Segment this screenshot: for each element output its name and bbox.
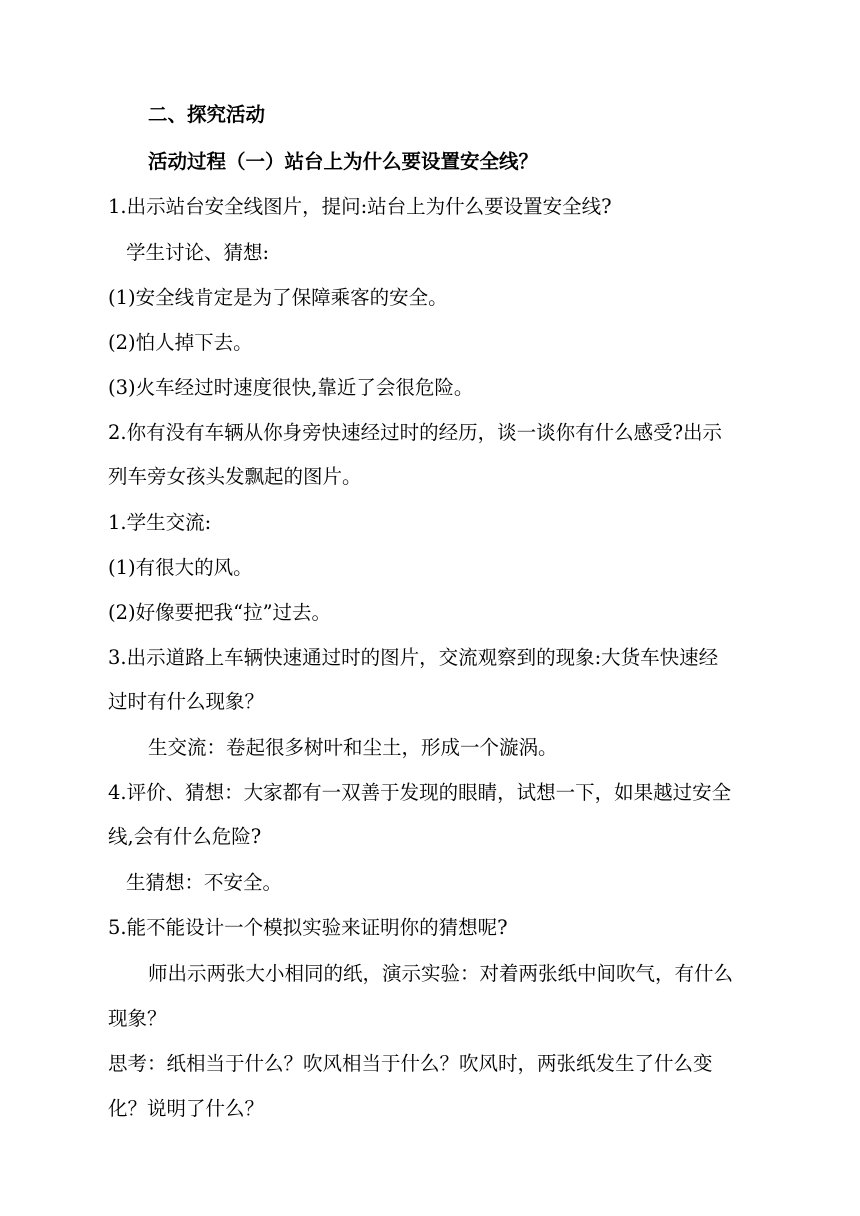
paragraph-line: 2.你有没有车辆从你身旁快速经过时的经历，谈一谈你有什么感受?出示 [108, 421, 723, 444]
paragraph-line: 列车旁女孩头发飘起的图片。 [108, 465, 362, 488]
paragraph-line: 5.能不能设计一个模拟实验来证明你的猜想呢? [108, 916, 508, 939]
paragraph-line: 学生讨论、猜想: [126, 241, 270, 264]
paragraph-line: 化？说明了什么？ [108, 1097, 265, 1120]
paragraph-line: 思考：纸相当于什么？吹风相当于什么？吹风时，两张纸发生了什么变 [108, 1052, 713, 1075]
activity-title: 活动过程（一）站台上为什么要设置安全线？ [148, 150, 539, 173]
paragraph-line: 生猜想：不安全。 [126, 871, 283, 894]
paragraph-line: (1)有很大的风。 [108, 556, 253, 579]
paragraph-line: 线,会有什么危险? [108, 825, 262, 848]
paragraph-line: 3.出示道路上车辆快速通过时的图片，交流观察到的现象:大货车快速经 [108, 646, 719, 669]
paragraph-line: (2)好像要把我“拉”过去。 [108, 601, 332, 624]
paragraph-line: 4.评价、猜想：大家都有一双善于发现的眼睛，试想一下，如果越过安全 [108, 781, 732, 804]
paragraph-line: 现象？ [108, 1007, 167, 1030]
paragraph-line: 师出示两张大小相同的纸，演示实验：对着两张纸中间吹气，有什么 [148, 962, 734, 985]
paragraph-line: (3)火车经过时速度很快,靠近了会很危险。 [108, 376, 474, 399]
paragraph-line: 生交流：卷起很多树叶和尘土，形成一个漩涡。 [148, 736, 558, 759]
section-heading: 二、探究活动 [148, 103, 266, 126]
paragraph-line: 1.学生交流: [108, 511, 212, 534]
paragraph-line: (2)怕人掉下去。 [108, 331, 253, 354]
paragraph-line: 1.出示站台安全线图片，提问:站台上为什么要设置安全线? [108, 195, 612, 218]
paragraph-line: 过时有什么现象？ [108, 690, 265, 713]
paragraph-line: (1)安全线肯定是为了保障乘客的安全。 [108, 286, 448, 309]
